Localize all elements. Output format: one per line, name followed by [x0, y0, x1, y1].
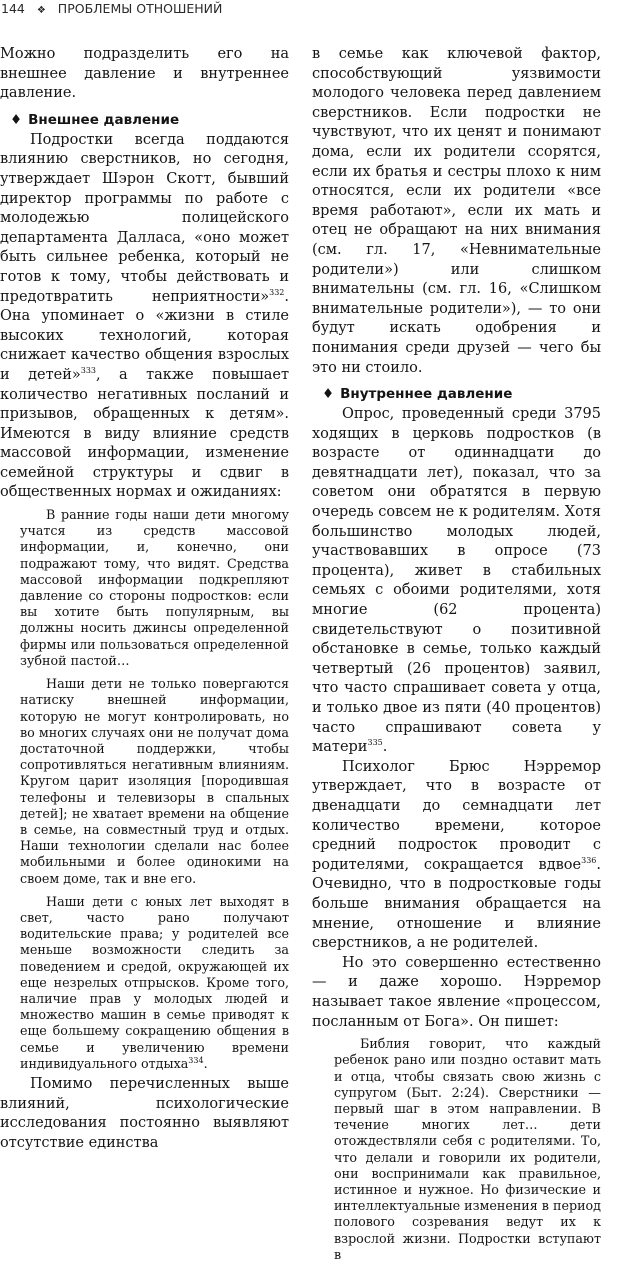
text-run: Опрос, проведенный среди 3795 ходящих в церковь подростков (в возрасте от одиннадцати до девятнадцати лет), показал, что за советом они обратятся в первую очередь совсем не к родителям. Хотя большинство молодых людей, участвовавших в опросе (73 процента), живет в стабильных семьях с обоими родителями, хотя многие (62 процента) свидетельствуют о позитивной обстановке в семье, только каждый четвертый (26 процентов) заявил, что часто спрашивает совета у отца, и только двое из пяти (40 процентов) часто спрашивают совета у матери [312, 406, 601, 756]
section-heading-external [10, 109, 289, 131]
footnote-ref: 332 [269, 287, 285, 297]
body-paragraph: в семье как ключевой фактор, способствующий уязвимости молодого человека перед давлением сверстников. Если подростки не чувствуют, что их ценят и понимают дома, если их родители ссорятся, если их братья и сестры плохо к ним относятся, если их родители «все время работают», если их мать и отец не обращают на них внимания (см. гл. 17, «Невнимательные родители») или слишком внимательны (см. гл. 16, «Слишком внимательные родители»), — то они будут искать одобрения и понимания среди друзей — чего бы это ни стоило. [312, 46, 601, 376]
text-run: . Очевидно, что в подростковые годы больше внимания обращается на мнение, отношение и влияние сверстников, а не родителей. [312, 856, 601, 952]
text-run: Психолог Брюс Нэрремор утверждает, что в возрасте от двенадцати до семнадцати лет количество времени, которое средний подросток проводит с родителями, сокращается вдвое [312, 758, 601, 873]
separator-icon: ❖ [36, 5, 46, 16]
diamond-bullet-icon: ♦ [322, 386, 335, 403]
section-heading-internal [322, 383, 601, 405]
footnote-ref: 334 [188, 1055, 204, 1065]
quote-paragraph [20, 894, 289, 1072]
text-run: Наши дети с юных лет выходят в свет, часто рано получают водительские права; у родителей все меньше возможности следить за поведением и средой, окружающей их еще незрелых отпрысков. Кроме того, наличие прав у молодых людей и множество машин в семье приводят к еще большему сокращению общения в семье и увеличению времени индивидуального отдыха [20, 893, 289, 1071]
intro-paragraph: Можно подразделить его на внешнее давление и внутреннее давление. [0, 46, 289, 102]
running-header [1, 1, 611, 23]
body-paragraph [312, 405, 601, 758]
quote-paragraph: Библия говорит, что каждый ребенок рано или поздно оставит мать и отца, чтобы связать свою жизнь с супругом (Быт. 2:24). Сверстники — первый шаг в этом направлении. В течение многих лет… дети отождествляли себя с родителями. То, что делали и говорили их родители, они воспринимали как правильное, истинное и нужное. Но физические и интеллектуальные изменения в период полового созревания ведут их к взрослой жизни. Подростки вступают в [334, 1036, 601, 1262]
text-run: , а также повышает количество негативных посланий и призывов, обращенных к детям». Имеются в виду влияние средств массовой информации, изменение семейной структуры и сдвиг в общественных нормах и ожиданиях: [0, 366, 289, 501]
right-column [312, 45, 601, 1266]
body-paragraph [0, 131, 289, 503]
page-number: 144 [1, 1, 25, 16]
text-run: . [382, 739, 388, 756]
footnote-ref: 336 [581, 855, 597, 865]
section-title: Внешнее давление [28, 111, 180, 128]
quote-paragraph: В ранние годы наши дети многому учатся из средств массовой информации, и, конечно, они подражают тому, что видят. Средства массовой информации подкрепляют давление со стороны подростков: если вы хотите быть популярным, вы должны носить джинсы определенной фирмы или пользоваться определенной зубной пастой… [20, 507, 289, 668]
body-paragraph: Но это совершенно естественно — и даже хорошо. Нэрремор называет такое явление «процессом, посланным от Бога». Он пишет: [312, 954, 601, 1030]
diamond-bullet-icon: ♦ [10, 111, 23, 128]
section-title: Внутреннее давление [340, 386, 513, 403]
body-paragraph [312, 758, 601, 954]
text-run: . Она упоминает о «жизни в стиле высоких технологий, которая снижает качество общения взрослых и детей» [0, 288, 289, 383]
text-run: Подростки всегда поддаются влиянию сверстников, но сегодня, утверждает Шэрон Скотт, бывший директор программы по работе с молодежью полицейского департамента Далласа, «оно может быть сильнее ребенка, который не готов к тому, чтобы действовать и предотвратить неприятности» [0, 131, 289, 305]
text-run: . [203, 1055, 208, 1071]
running-title: ПРОБЛЕМЫ ОТНОШЕНИЙ [57, 1, 223, 16]
footnote-ref: 333 [80, 366, 97, 376]
body-paragraph: Помимо перечисленных выше влияний, психологические исследования постоянно выявляют отсутствие единства [0, 1075, 289, 1151]
quote-paragraph: Наши дети не только повергаются натиску внешней информации, которую не могут контролировать, но во многих случаях они не получат дома достаточной поддержки, чтобы сопротивляться негативным влияниям. Кругом царит изоляция [породившая телефоны и телевизоры в спальных детей]; не хватает времени на общение в семье, на совместный труд и отдых. Наши технологии сделали нас более мобильными и более одинокими на своем доме, так и вне его. [20, 676, 289, 886]
block-quote [334, 1036, 601, 1263]
footnote-ref: 335 [367, 738, 383, 748]
block-quote [20, 507, 289, 1072]
left-column [0, 45, 289, 1153]
